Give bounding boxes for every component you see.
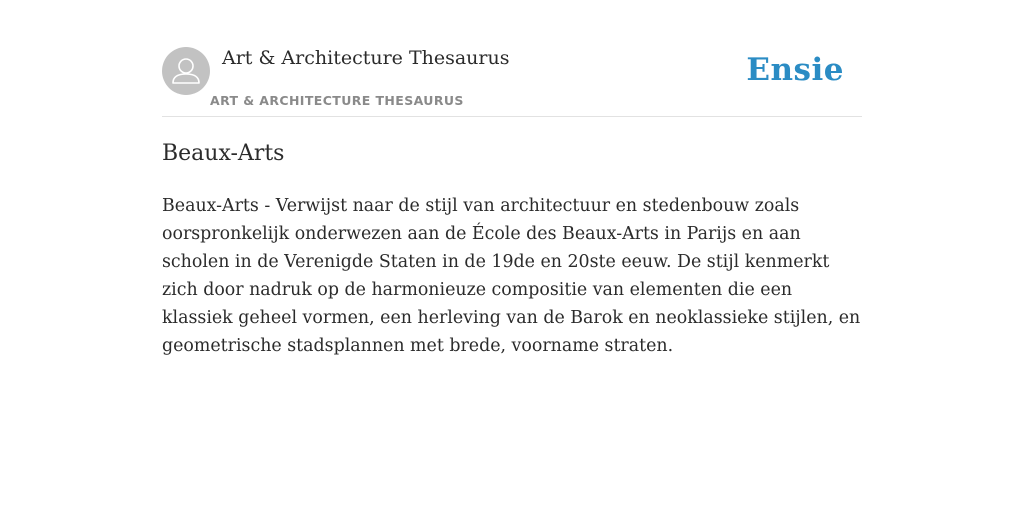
author-name-link[interactable]: Art & Architecture Thesaurus — [222, 47, 510, 69]
entry-header — [162, 0, 862, 117]
entry-title: Beaux-Arts — [162, 141, 285, 166]
user-icon — [162, 47, 210, 95]
entry-body: Beaux-Arts - Verwijst naar de stijl van architectuur en stedenbouw zoals oorspronkelijk onderwezen aan de École des Beaux-Arts in Parijs en aan scholen in de Verenigde Staten in de 19de en 20ste eeuw. De stijl kenmerkt zich door nadruk op de harmonieuze compositie van elementen die een klassiek geheel vormen, een herleving van de Barok en neoklassieke stijlen, en geometrische stadsplannen met brede, voorname straten. — [162, 196, 861, 356]
author-category-label[interactable]: ART & ARCHITECTURE THESAURUS — [210, 93, 464, 108]
content-container — [162, 0, 862, 356]
author-avatar[interactable] — [162, 47, 210, 95]
ensie-logo[interactable]: Ensie — [746, 52, 844, 88]
